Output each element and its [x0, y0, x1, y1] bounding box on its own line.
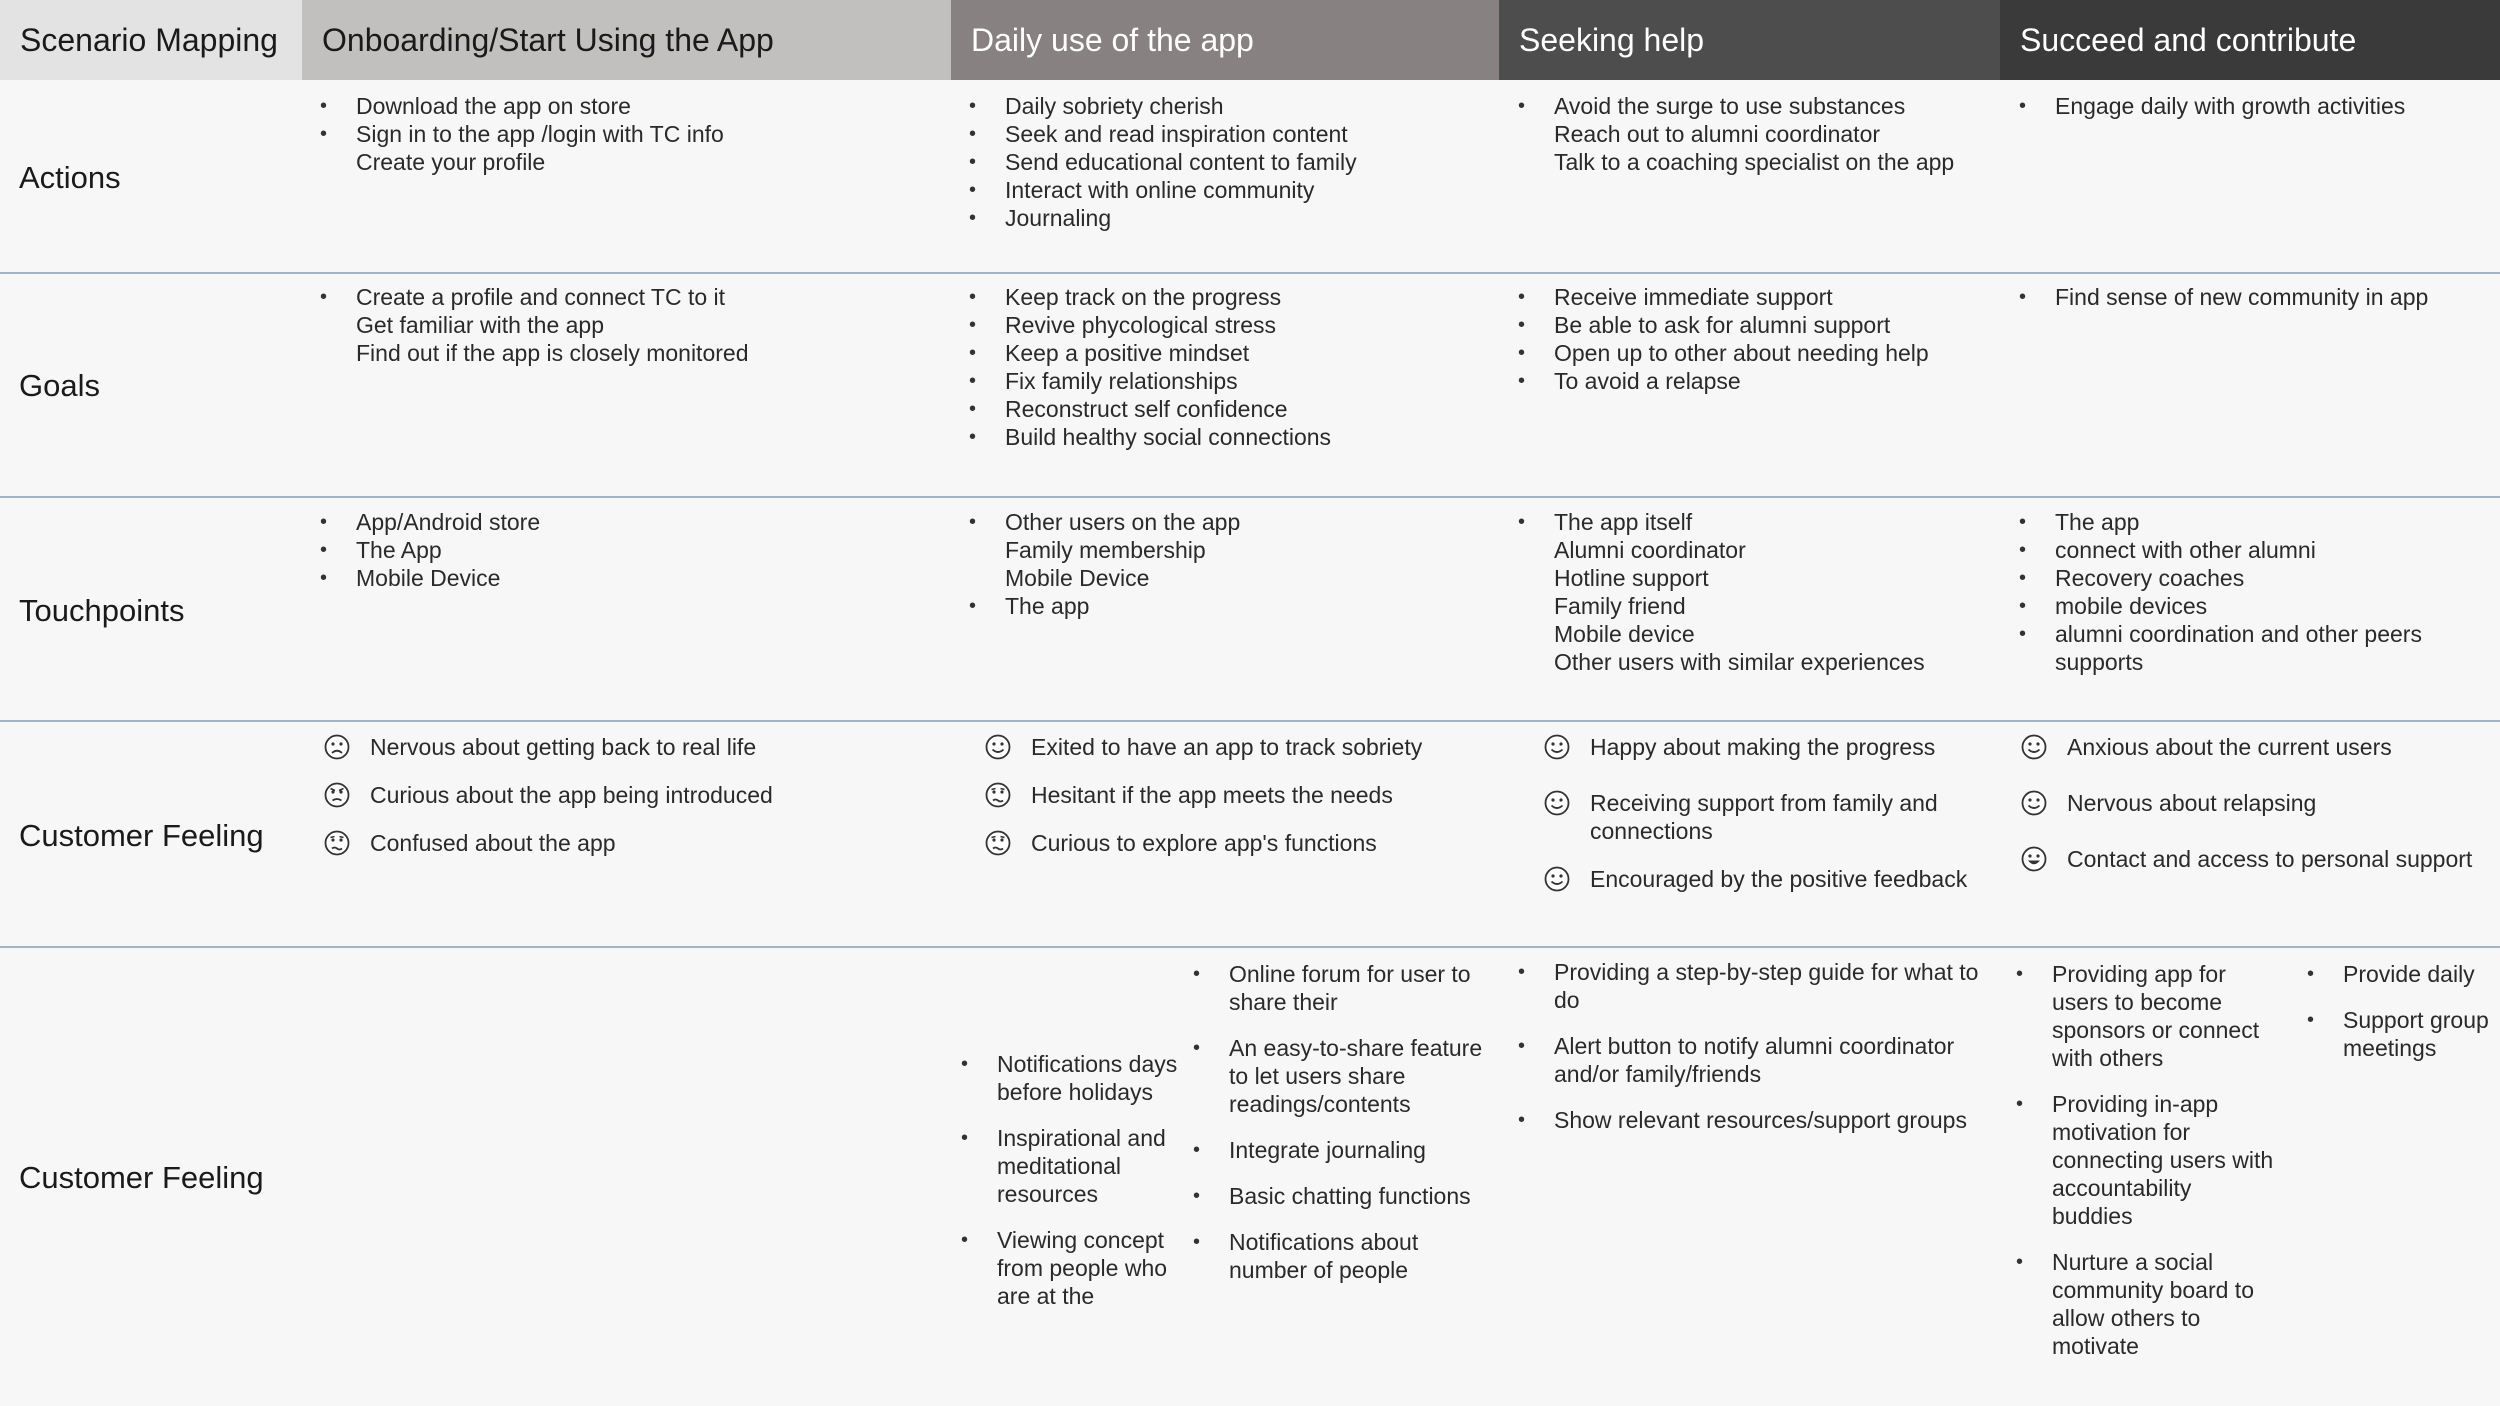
feeling-text: Curious about the app being introduced	[370, 782, 773, 808]
cell-feeling-onboarding	[312, 733, 942, 885]
list-item: • The App	[320, 536, 940, 564]
list-item: • Avoid the surge to use substances	[1518, 92, 1993, 120]
cell-goals-succeed	[2019, 283, 2489, 311]
bullet-list	[969, 92, 1489, 232]
feeling-text: Happy about making the progress	[1590, 734, 1936, 760]
bullet-list	[2307, 960, 2497, 1062]
bullet-list	[320, 92, 940, 176]
list-item: • Notifications about number of people	[1193, 1228, 1493, 1284]
header-onboarding: Onboarding/Start Using the App	[302, 0, 951, 80]
list-item: • To avoid a relapse	[1518, 367, 1993, 395]
list-item: • Provide daily	[2307, 960, 2497, 988]
bullet-list	[1518, 92, 1993, 176]
list-item: Other users with similar experiences	[1554, 649, 1925, 675]
bullet-list	[1518, 958, 1993, 1134]
list-item: Reach out to alumni coordinator	[1554, 121, 1881, 147]
feeling-item	[312, 733, 942, 761]
feeling-item	[312, 781, 942, 809]
row-label-touchpoints: Touchpoints	[19, 593, 185, 628]
header-succeed: Succeed and contribute	[2000, 0, 2500, 80]
cell-actions-help	[1518, 92, 1993, 176]
bullet-list	[2019, 92, 2489, 120]
list-item: • Providing app for users to become sponsors or connect with others	[2016, 960, 2276, 1072]
list-item: • Fix family relationships	[969, 367, 1489, 395]
feeling-text: Nervous about getting back to real life	[370, 734, 757, 760]
list-item: Alumni coordinator	[1554, 537, 1746, 563]
bullet-list	[2019, 283, 2489, 311]
list-item: Mobile device	[1554, 621, 1695, 647]
list-item: • connect with other alumni	[2019, 536, 2489, 564]
list-item: • Daily sobriety cherish	[969, 92, 1489, 120]
cell-ideas-succeed-a	[2016, 960, 2276, 1378]
list-item: Create your profile	[356, 149, 546, 175]
list-item: • The app	[969, 592, 1489, 620]
feeling-text: Receiving support from family and connections	[1590, 790, 1938, 844]
list-item: • Alert button to notify alumni coordinator and/or family/friends	[1518, 1032, 1993, 1088]
row-divider	[0, 496, 2500, 498]
header-scenario-mapping: Scenario Mapping	[0, 0, 302, 80]
cell-actions-succeed	[2019, 92, 2489, 120]
list-item: Get familiar with the app	[356, 312, 605, 338]
bullet-list	[969, 508, 1489, 620]
cell-ideas-help	[1518, 958, 1993, 1152]
list-item: • Notifications days before holidays	[961, 1050, 1181, 1106]
row-label-goals: Goals	[19, 368, 100, 403]
list-item: • Inspirational and meditational resources	[961, 1124, 1181, 1208]
feeling-item	[973, 781, 1493, 809]
list-item: • Viewing concept from people who are at the	[961, 1226, 1181, 1310]
list-item: • Engage daily with growth activities	[2019, 92, 2489, 120]
bullet-list	[2019, 508, 2489, 676]
list-item: • App/Android store	[320, 508, 940, 536]
list-item: • Integrate journaling	[1193, 1136, 1493, 1164]
feeling-text: Anxious about the current users	[2067, 734, 2392, 760]
bullet-list	[1518, 508, 1993, 676]
feeling-item	[2009, 845, 2497, 873]
list-item: • Recovery coaches	[2019, 564, 2489, 592]
bullet-list	[1518, 283, 1993, 395]
cell-touchpoints-daily	[969, 508, 1489, 620]
list-item: • The app itself	[1518, 508, 1993, 536]
list-item: • Seek and read inspiration content	[969, 120, 1489, 148]
row-divider	[0, 720, 2500, 722]
bullet-list	[320, 508, 940, 592]
list-item: • Keep a positive mindset	[969, 339, 1489, 367]
feeling-item	[312, 829, 942, 857]
cell-feeling-help	[1532, 733, 1997, 913]
list-item: Mobile Device	[1005, 565, 1150, 591]
list-item: • Send educational content to family	[969, 148, 1489, 176]
header-daily-use: Daily use of the app	[951, 0, 1499, 80]
bullet-list	[961, 1050, 1181, 1310]
list-item: Talk to a coaching specialist on the app	[1554, 149, 1955, 175]
feeling-text: Encouraged by the positive feedback	[1590, 866, 1968, 892]
list-item: • An easy-to-share feature to let users share readings/contents	[1193, 1034, 1493, 1118]
row-divider	[0, 946, 2500, 948]
list-item: • Be able to ask for alumni support	[1518, 311, 1993, 339]
list-item: • Support group meetings	[2307, 1006, 2497, 1062]
bullet-list	[2016, 960, 2276, 1360]
list-item: • Journaling	[969, 204, 1489, 232]
cell-ideas-succeed-b	[2307, 960, 2497, 1080]
cell-actions-onboarding	[320, 92, 940, 176]
list-item: • Online forum for user to share their	[1193, 960, 1493, 1016]
feeling-text: Confused about the app	[370, 830, 616, 856]
row-label-customer-feeling: Customer Feeling	[19, 818, 264, 853]
list-item: • Find sense of new community in app	[2019, 283, 2489, 311]
cell-feeling-daily	[973, 733, 1493, 885]
feeling-item	[973, 733, 1493, 761]
feeling-item	[973, 829, 1493, 857]
list-item: • Other users on the app	[969, 508, 1489, 536]
row-label-customer-feeling-2: Customer Feeling	[19, 1160, 264, 1195]
cell-actions-daily	[969, 92, 1489, 232]
cell-touchpoints-onboarding	[320, 508, 940, 592]
feeling-item	[1532, 733, 1997, 761]
feeling-text: Exited to have an app to track sobriety	[1031, 734, 1423, 760]
cell-ideas-daily-a	[961, 1050, 1181, 1328]
list-item: • Reconstruct self confidence	[969, 395, 1489, 423]
header-seeking-help: Seeking help	[1499, 0, 2000, 80]
list-item: • Providing in-app motivation for connecting users with accountability buddies	[2016, 1090, 2276, 1230]
list-item: • Nurture a social community board to allow others to motivate	[2016, 1248, 2276, 1360]
list-item: • alumni coordination and other peers supports	[2019, 620, 2489, 676]
feeling-text: Nervous about relapsing	[2067, 790, 2317, 816]
list-item: • Download the app on store	[320, 92, 940, 120]
list-item: • Mobile Device	[320, 564, 940, 592]
list-item: Family membership	[1005, 537, 1206, 563]
cell-goals-onboarding	[320, 283, 940, 367]
bullet-list	[1193, 960, 1493, 1284]
list-item: Hotline support	[1554, 565, 1709, 591]
list-item: • mobile devices	[2019, 592, 2489, 620]
list-item: • Build healthy social connections	[969, 423, 1489, 451]
feeling-item	[2009, 789, 2497, 817]
list-item: • Keep track on the progress	[969, 283, 1489, 311]
list-item: • Show relevant resources/support groups	[1518, 1106, 1993, 1134]
list-item: • Providing a step-by-step guide for what to do	[1518, 958, 1993, 1014]
list-item: Family friend	[1554, 593, 1686, 619]
list-item: • Revive phycological stress	[969, 311, 1489, 339]
list-item: • Interact with online community	[969, 176, 1489, 204]
feeling-item	[2009, 733, 2497, 761]
bullet-list	[969, 283, 1489, 451]
list-item: • Create a profile and connect TC to it	[320, 283, 940, 311]
cell-touchpoints-succeed	[2019, 508, 2489, 676]
feeling-text: Curious to explore app's functions	[1031, 830, 1377, 856]
feeling-text: Hesitant if the app meets the needs	[1031, 782, 1393, 808]
feeling-text: Contact and access to personal support	[2067, 846, 2473, 872]
list-item: • Open up to other about needing help	[1518, 339, 1993, 367]
cell-goals-daily	[969, 283, 1489, 451]
cell-goals-help	[1518, 283, 1993, 395]
feeling-item	[1532, 865, 1997, 893]
list-item: Find out if the app is closely monitored	[356, 340, 749, 366]
row-label-actions: Actions	[19, 160, 121, 195]
cell-ideas-daily-b	[1193, 960, 1493, 1302]
bullet-list	[320, 283, 940, 367]
row-divider	[0, 272, 2500, 274]
list-item: • The app	[2019, 508, 2489, 536]
list-item: • Sign in to the app /login with TC info	[320, 120, 940, 148]
cell-feeling-succeed	[2009, 733, 2497, 893]
list-item: • Receive immediate support	[1518, 283, 1993, 311]
feeling-item	[1532, 789, 1997, 845]
list-item: • Basic chatting functions	[1193, 1182, 1493, 1210]
cell-touchpoints-help	[1518, 508, 1993, 676]
